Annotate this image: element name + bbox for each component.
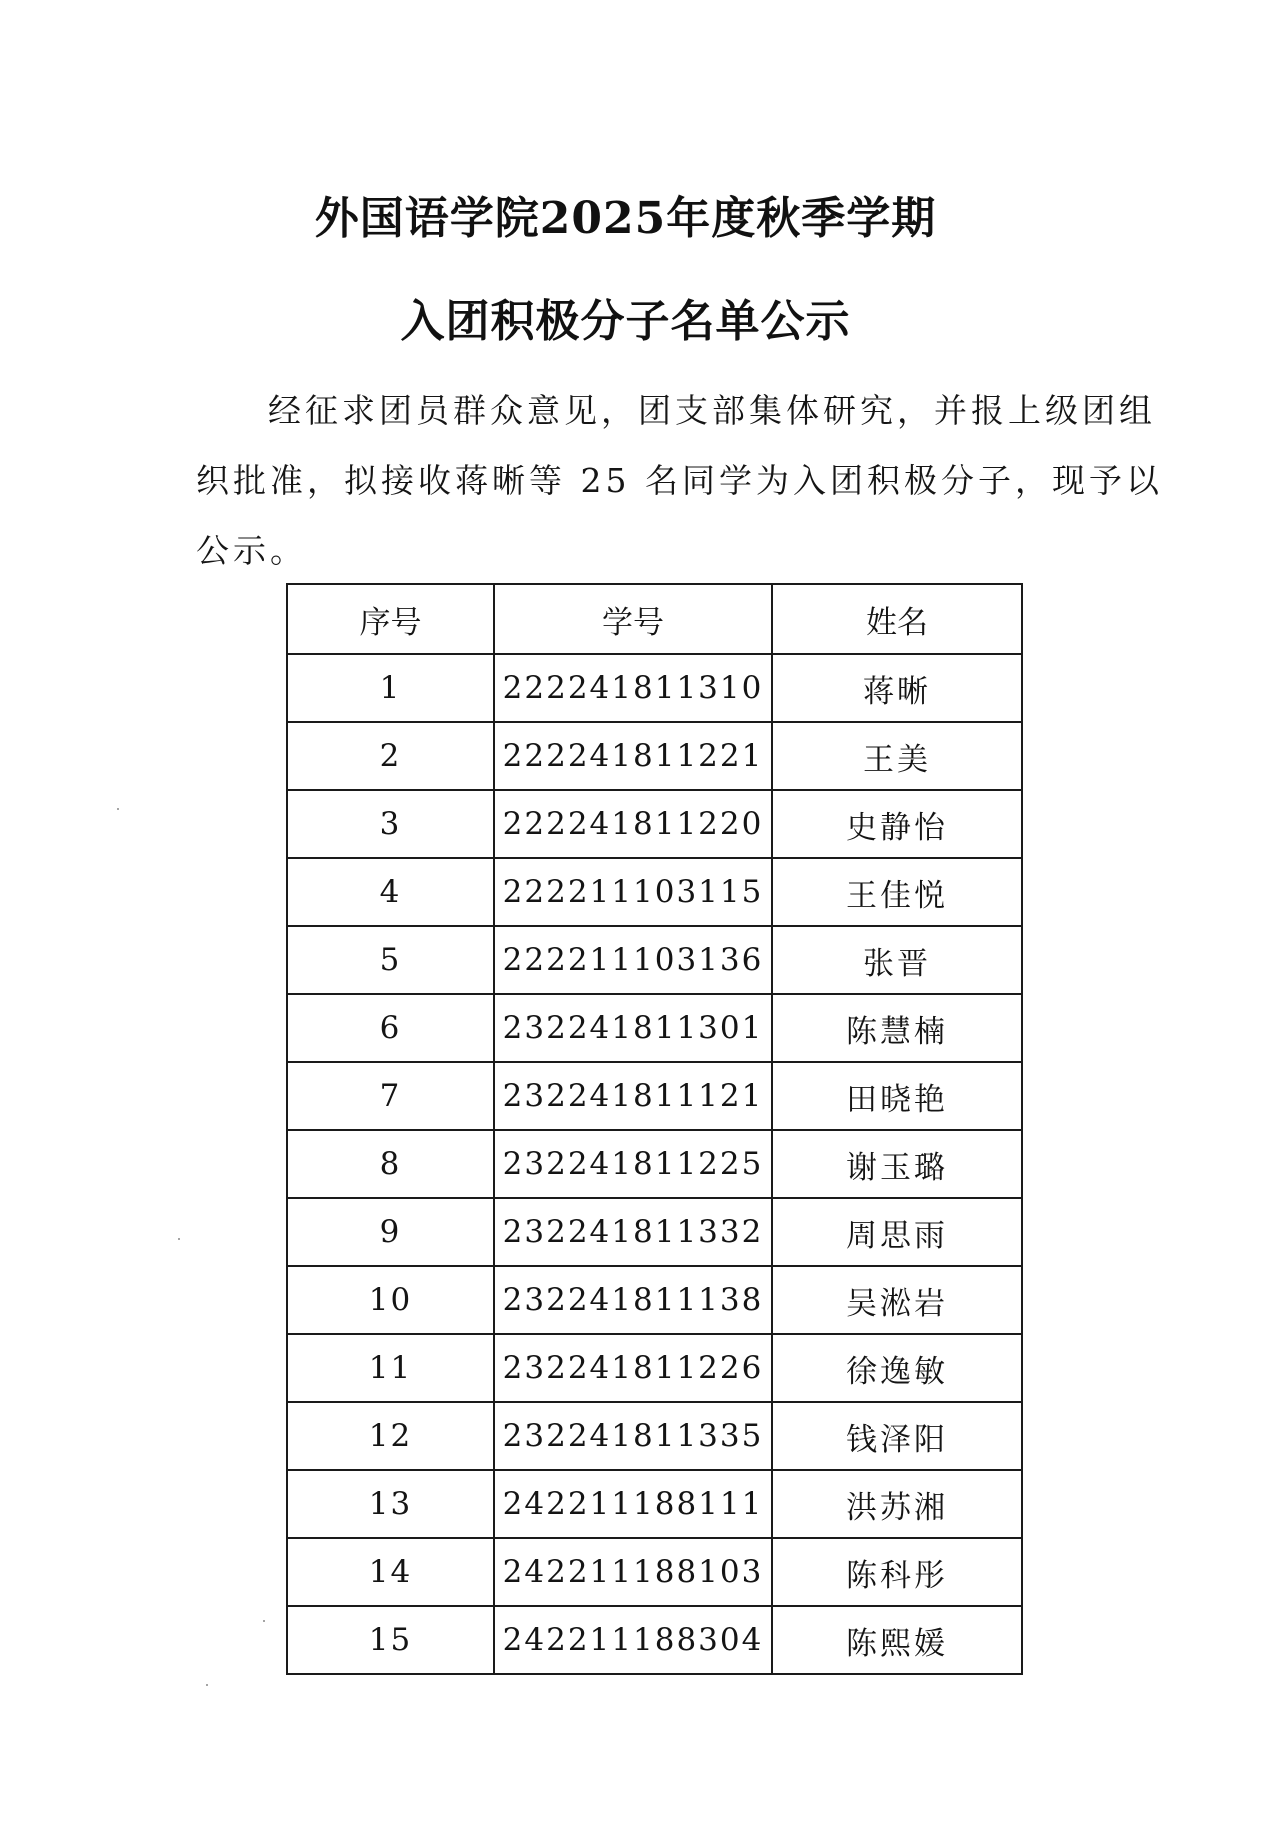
document-title-line-1: 外国语学院2025年度秋季学期 xyxy=(314,193,937,244)
table-body xyxy=(287,654,1022,1674)
row-number-cell: 10 xyxy=(287,1266,494,1334)
student-id-cell: 232241811225 xyxy=(494,1130,772,1198)
student-name-cell: 洪苏湘 xyxy=(772,1470,1022,1538)
student-name-cell: 吴淞岩 xyxy=(772,1266,1022,1334)
table-row xyxy=(287,1470,1022,1538)
roster-table-container xyxy=(286,583,1021,1675)
row-number-cell: 12 xyxy=(287,1402,494,1470)
table-row xyxy=(287,1334,1022,1402)
table-row xyxy=(287,1266,1022,1334)
student-name-cell: 谢玉璐 xyxy=(772,1130,1022,1198)
row-number-cell: 3 xyxy=(287,790,494,858)
student-id-cell: 232241811335 xyxy=(494,1402,772,1470)
scan-speck xyxy=(263,1620,265,1622)
row-number-cell: 15 xyxy=(287,1606,494,1674)
student-name-cell: 徐逸敏 xyxy=(772,1334,1022,1402)
row-number-cell: 11 xyxy=(287,1334,494,1402)
student-id-cell: 242211188103 xyxy=(494,1538,772,1606)
table-row xyxy=(287,1062,1022,1130)
table-row xyxy=(287,1130,1022,1198)
row-number-cell: 4 xyxy=(287,858,494,926)
student-id-cell: 242211188304 xyxy=(494,1606,772,1674)
student-name-cell: 周思雨 xyxy=(772,1198,1022,1266)
row-number-cell: 8 xyxy=(287,1130,494,1198)
student-name-cell: 王佳悦 xyxy=(772,858,1022,926)
student-name-cell: 张晋 xyxy=(772,926,1022,994)
row-number-cell: 2 xyxy=(287,722,494,790)
column-header-name: 姓名 xyxy=(772,584,1022,654)
column-header-number: 序号 xyxy=(287,584,494,654)
roster-table xyxy=(286,583,1023,1675)
scan-speck xyxy=(117,808,119,810)
scan-speck xyxy=(206,1684,208,1686)
student-name-cell: 蒋晰 xyxy=(772,654,1022,722)
student-id-cell: 232241811121 xyxy=(494,1062,772,1130)
paragraph-line-3: 公示。 xyxy=(196,531,307,570)
row-number-cell: 5 xyxy=(287,926,494,994)
table-row xyxy=(287,1198,1022,1266)
table-row xyxy=(287,1538,1022,1606)
row-number-cell: 14 xyxy=(287,1538,494,1606)
student-name-cell: 陈慧楠 xyxy=(772,994,1022,1062)
student-name-cell: 钱泽阳 xyxy=(772,1402,1022,1470)
student-id-cell: 232241811332 xyxy=(494,1198,772,1266)
student-id-cell: 222241811310 xyxy=(494,654,772,722)
table-row xyxy=(287,926,1022,994)
table-row xyxy=(287,654,1022,722)
table-row xyxy=(287,1402,1022,1470)
row-number-cell: 7 xyxy=(287,1062,494,1130)
table-row xyxy=(287,722,1022,790)
student-id-cell: 222211103136 xyxy=(494,926,772,994)
scan-speck xyxy=(178,1238,180,1240)
table-row xyxy=(287,790,1022,858)
row-number-cell: 13 xyxy=(287,1470,494,1538)
student-id-cell: 222211103115 xyxy=(494,858,772,926)
student-id-cell: 242211188111 xyxy=(494,1470,772,1538)
table-row xyxy=(287,858,1022,926)
student-name-cell: 陈科彤 xyxy=(772,1538,1022,1606)
student-id-cell: 232241811301 xyxy=(494,994,772,1062)
student-name-cell: 陈熙媛 xyxy=(772,1606,1022,1674)
paragraph-line-1: 经征求团员群众意见，团支部集体研究，并报上级团组 xyxy=(268,391,1156,430)
student-id-cell: 232241811138 xyxy=(494,1266,772,1334)
student-name-cell: 王美 xyxy=(772,722,1022,790)
row-number-cell: 9 xyxy=(287,1198,494,1266)
paragraph-line-2: 织批准，拟接收蒋晰等 25 名同学为入团积极分子，现予以 xyxy=(196,461,1163,500)
column-header-student-id: 学号 xyxy=(494,584,772,654)
table-row xyxy=(287,1606,1022,1674)
table-header-row xyxy=(287,584,1022,654)
student-id-cell: 222241811220 xyxy=(494,790,772,858)
document-title-line-2: 入团积极分子名单公示 xyxy=(400,296,851,347)
row-number-cell: 6 xyxy=(287,994,494,1062)
row-number-cell: 1 xyxy=(287,654,494,722)
table-row xyxy=(287,994,1022,1062)
student-id-cell: 232241811226 xyxy=(494,1334,772,1402)
student-name-cell: 史静怡 xyxy=(772,790,1022,858)
student-name-cell: 田晓艳 xyxy=(772,1062,1022,1130)
student-id-cell: 222241811221 xyxy=(494,722,772,790)
